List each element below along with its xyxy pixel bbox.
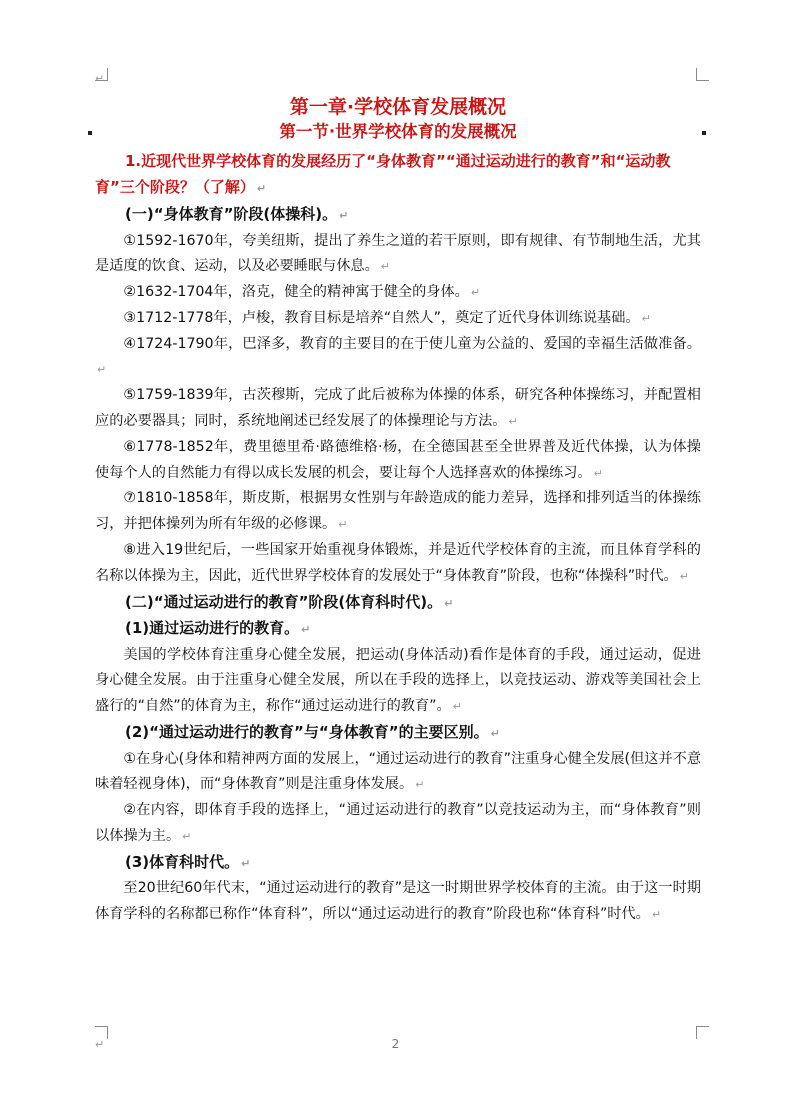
paragraph-mark-icon: ↵	[338, 518, 348, 532]
body-paragraph: ②在内容，即体育手段的选择上，“通过运动进行的教育”以竞技运动为主，而“身体教育”则以体操为主。 ↵	[95, 802, 701, 844]
section-heading: (3)体育科时代。 ↵	[125, 852, 251, 871]
body-paragraph: ⑦1810-1858年，斯皮斯，根据男女性别与年龄造成的能力差异，选择和排列适当的体操练习，并把体操列为所有年级的必修课。 ↵	[95, 490, 701, 533]
corner-mark-top-right	[696, 68, 709, 81]
paragraph-mark-icon: ↵	[470, 286, 481, 300]
paragraph-mark-icon: ↵	[508, 415, 518, 429]
paragraph-mark-icon: ↵	[97, 363, 107, 377]
body-paragraph: ①在身心(身体和精神两方面的发展上，“通过运动进行的教育”注重身心健全发展(但这并不意味着轻视身体)，而“身体教育”则是注重身体发展。 ↵	[95, 750, 702, 793]
paragraph-mark-icon: ↵	[641, 311, 651, 325]
body-paragraph: 至20世纪60年代末，“通过运动进行的教育”是这一时期世界学校体育的主流。由于这一时期体育学科的名称都已称作“体育科”，所以“通过运动进行的教育”阶段也称“体育科”时代。 ↵	[95, 880, 701, 923]
paragraph-mark-icon: ↵	[593, 466, 603, 480]
body-paragraph: ①1592-1670年，夸美纽斯，提出了养生之道的若干原则，即有规律、有节制地生活，尤其是适度的饮食、运动，以及必要睡眠与休息。 ↵	[95, 232, 701, 275]
paragraph-mark-icon: ↵	[241, 856, 251, 870]
body-paragraph: ③1712-1778年，卢梭，教育目标是培养“自然人”，奠定了近代身体训练说基础。 ↵	[123, 309, 651, 326]
body-paragraph: ④1724-1790年，巴泽多，教育的主要目的在于使儿童为公益的、爱国的幸福生活做准备。↵	[97, 335, 701, 377]
body-paragraph: ⑤1759-1839年，古茨穆斯，完成了此后被称为体操的体系，研究各种体操练习，并配置相应的必要器具；同时，系统地阐述已经发展了的体操理论与方法。 ↵	[95, 387, 701, 430]
margin-dot-left	[88, 131, 92, 135]
section-heading: (一)“身体教育”阶段(体操科)。 ↵	[125, 205, 349, 223]
paragraph-mark-icon: ↵	[301, 623, 311, 637]
paragraph-list	[95, 202, 701, 928]
paragraph-mark-icon: ↵	[415, 778, 425, 792]
paragraph-mark-icon: ↵	[651, 908, 662, 922]
paragraph-mark-icon: ↵	[679, 569, 689, 583]
margin-dot-right	[702, 131, 706, 135]
paragraph-mark-icon: ↵	[256, 182, 267, 195]
document-body	[95, 94, 701, 928]
body-paragraph: ②1632-1704年，洛克，健全的精神寓于健全的身体。 ↵	[123, 284, 481, 301]
body-paragraph: ⑧进入19世纪后，一些国家开始重视身体锻炼，并是近代学校体育的主流，而且体育学科的名称以体操为主，因此，近代世界学校体育的发展处于“身体教育”阶段，也称“体操科”时代。 ↵	[95, 542, 701, 584]
section-heading: (二)“通过运动进行的教育”阶段(体育科时代)。 ↵	[125, 592, 454, 611]
paragraph-mark-icon: ↵	[182, 829, 192, 843]
section-heading: (1)通过运动进行的教育。 ↵	[125, 619, 311, 638]
body-paragraph: ⑥1778-1852年，费里德里希·路德维格·杨，在全德国甚至全世界普及近代体操，认为体操使每个人的自然能力有得以成长发展的机会，要让每个人选择喜欢的体操练习。 ↵	[95, 438, 701, 481]
paragraph-mark-icon: ↵	[444, 596, 454, 610]
paragraph-mark-icon: ↵	[380, 260, 390, 274]
paragraph-mark-icon: ↵	[452, 700, 462, 714]
question-heading: 1.近现代世界学校体育的发展经历了“身体教育”“通过运动进行的教育”和“运动教育”三个阶段？（了解） ↵	[95, 152, 671, 196]
section-heading: (2)“通过运动进行的教育”与“身体教育”的主要区别。 ↵	[125, 723, 500, 742]
paragraph-mark-icon: ↵	[339, 209, 349, 222]
paragraph-mark-icon: ↵	[95, 1038, 105, 1051]
paragraph-mark-icon: ↵	[95, 72, 105, 85]
page-number: 2	[391, 1037, 400, 1051]
body-paragraph: 美国的学校体育注重身心健全发展，把运动(身体活动)看作是体育的手段，通过运动，促进身心健全发展。由于注重身心健全发展，所以在手段的选择上，以竞技运动、游戏等美国社会上盛行的“自然”的体育为主，称作“通过运动进行的教育”。 ↵	[95, 646, 701, 715]
section-title: 第一节·世界学校体育的发展概况	[279, 122, 517, 141]
paragraph-mark-icon: ↵	[490, 727, 500, 741]
chapter-title: 第一章·学校体育发展概况	[289, 96, 507, 118]
